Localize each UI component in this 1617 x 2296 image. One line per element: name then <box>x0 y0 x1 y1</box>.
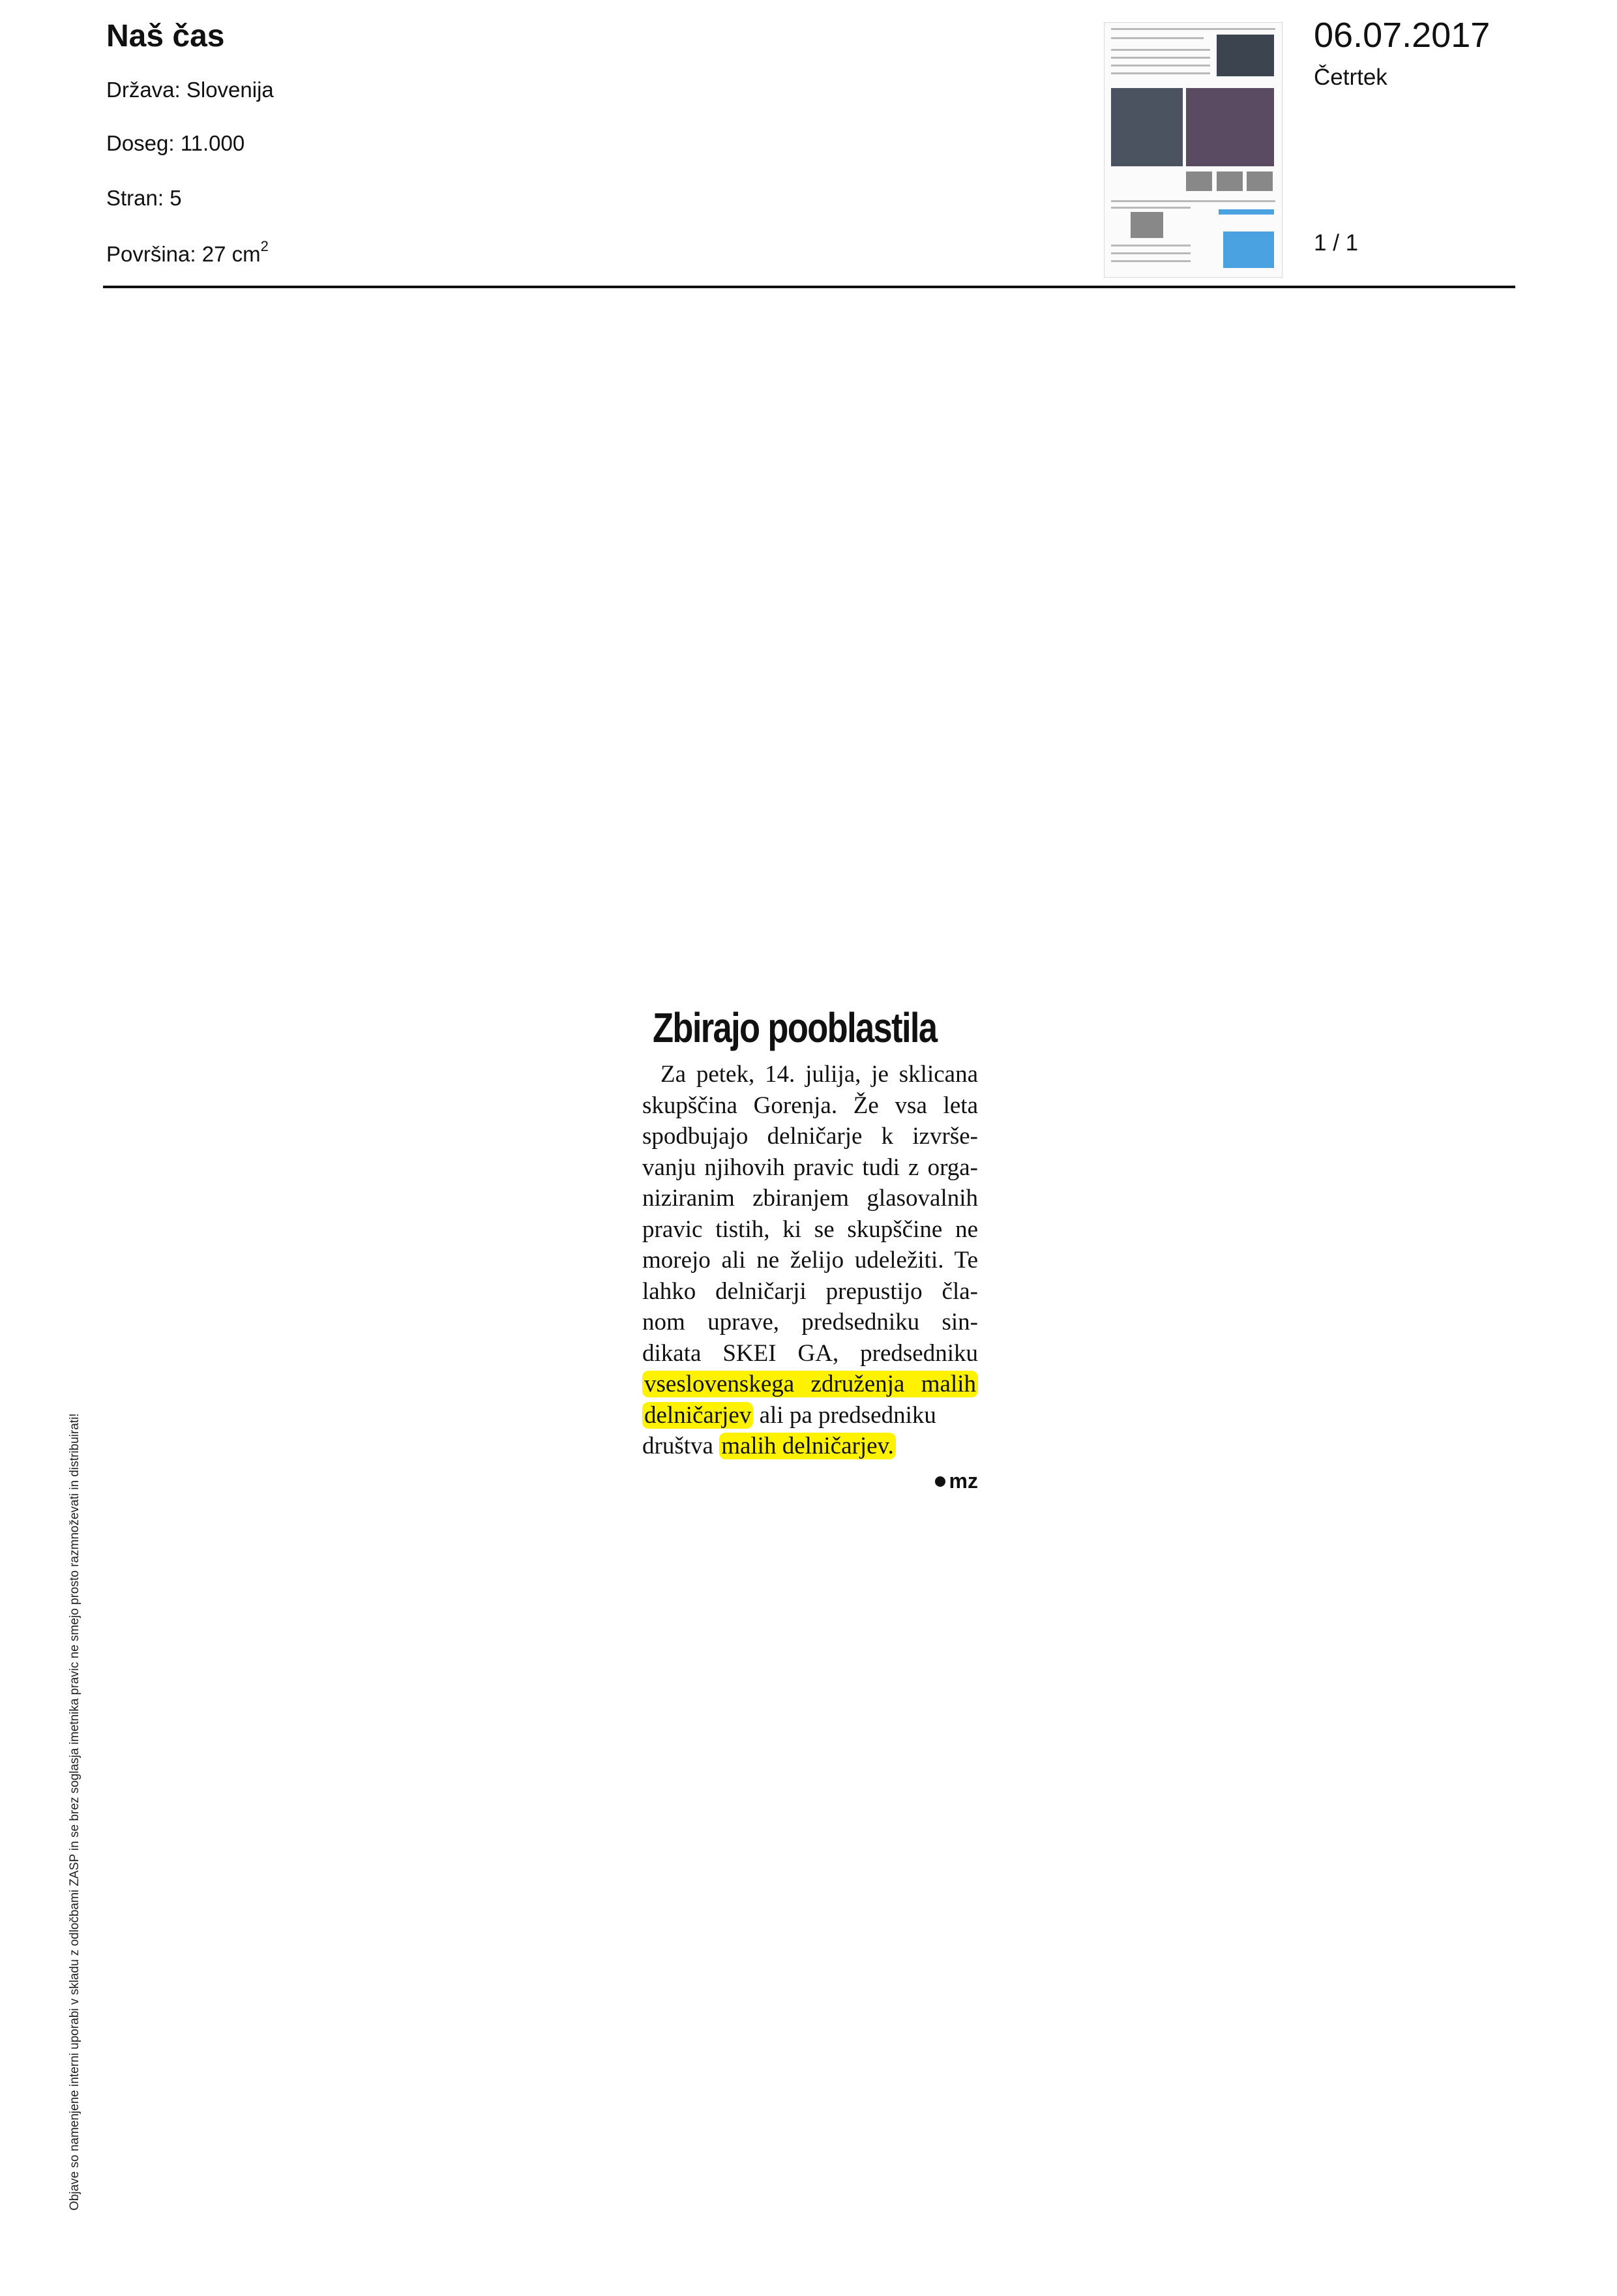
copyright-notice: Objave so namenjene interni uporabi v skladu z odločbami ZASP in se brez soglasja imetnika pravic ne smejo prosto razmnoževati in distribuirati! <box>68 1413 82 2211</box>
bullet-icon <box>935 1476 945 1487</box>
article-line: lahko delničarji prepustijo čla- <box>642 1277 978 1305</box>
article-title: Zbirajo pooblastila <box>653 1004 937 1051</box>
article-line: nom uprave, predsedniku sin- <box>642 1309 978 1335</box>
author-signature <box>642 1466 978 1496</box>
area-field <box>106 238 269 267</box>
author-initials: mz <box>949 1469 978 1493</box>
reach-field: Doseg: 11.000 <box>106 131 245 155</box>
highlight: vseslovenskega združenja malih <box>642 1371 978 1397</box>
article-line: niziranim zbiranjem glasovalnih <box>642 1185 978 1212</box>
article-clipping <box>642 1004 978 1496</box>
article-body <box>642 1059 978 1462</box>
article-line: morejo ali ne želijo udeležiti. Te <box>642 1247 978 1274</box>
page-counter: 1 / 1 <box>1314 230 1359 256</box>
article-line <box>642 1431 978 1462</box>
issue-date: 06.07.2017 <box>1314 16 1491 55</box>
highlight: malih delničarjev. <box>719 1433 896 1459</box>
publication-name <box>106 16 224 57</box>
article-line: skupščina Gorenja. Že vsa leta <box>642 1092 978 1119</box>
article-line <box>642 1369 978 1400</box>
article-line-rest: ali pa predsedniku <box>753 1401 936 1429</box>
article-line: dikata SKEI GA, predsedniku <box>642 1339 978 1367</box>
page-field <box>106 185 182 211</box>
page-field-text: Stran: 5 <box>106 186 182 210</box>
area-field-text: Površina: 27 cm <box>106 242 261 266</box>
article-line <box>642 1400 978 1431</box>
article-line: pravic tistih, ki se skupščine ne <box>642 1215 978 1243</box>
area-exponent: 2 <box>260 238 269 254</box>
publication-title: Naš čas <box>106 19 225 53</box>
article-line: Za petek, 14. julija, je sklicana <box>660 1061 978 1088</box>
article-line: spodbujajo delničarje k izvrše- <box>642 1123 978 1150</box>
article-line: vanju njihovih pravic tudi z orga- <box>642 1154 978 1181</box>
issue-weekday: Četrtek <box>1314 65 1387 90</box>
article-line-start: društva <box>642 1433 720 1459</box>
header-divider <box>103 286 1515 288</box>
highlight: delničarjev <box>642 1402 753 1429</box>
country-field: Država: Slovenija <box>106 78 274 102</box>
page-thumbnail[interactable] <box>1104 22 1283 278</box>
